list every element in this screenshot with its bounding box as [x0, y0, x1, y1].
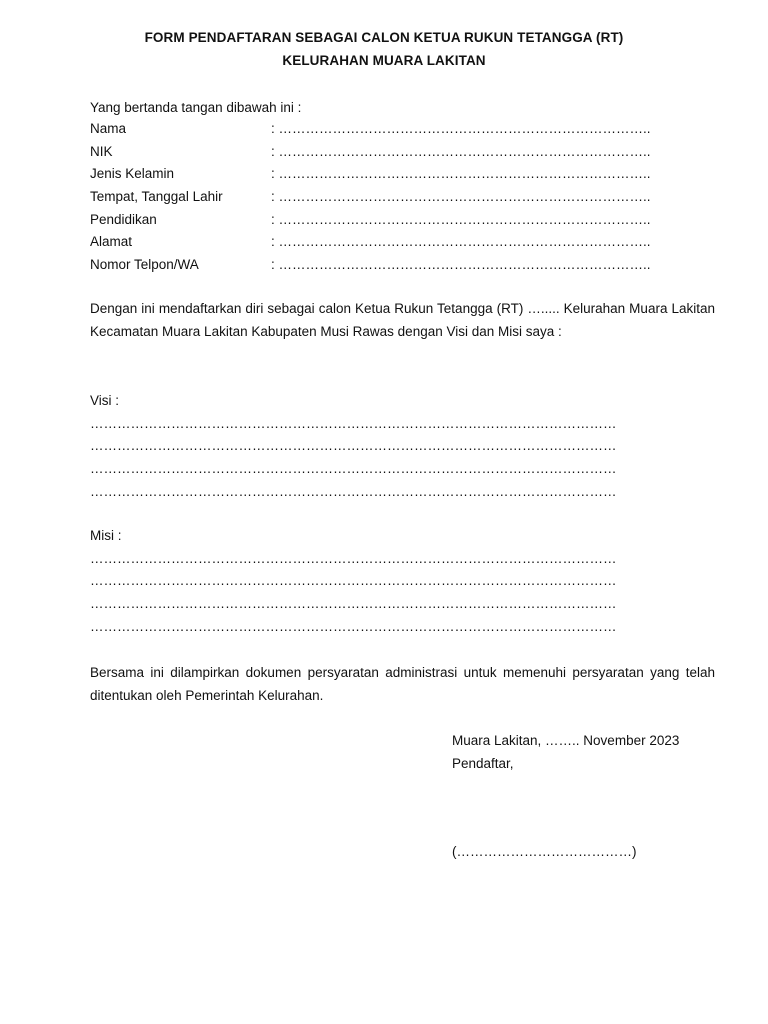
field-row-alamat: [90, 231, 715, 254]
field-label: Jenis Kelamin: [90, 166, 175, 182]
field-value: : ………………………………………………………………………..: [271, 257, 651, 273]
form-subtitle: KELURAHAN MUARA LAKITAN: [282, 53, 486, 68]
field-row-nomor-telpon: [90, 254, 715, 277]
signer-role: Pendaftar,: [452, 756, 514, 771]
misi-line: ………………………………………………………………………………………………………: [90, 573, 617, 589]
visi-line: ………………………………………………………………………………………………………: [90, 461, 617, 477]
field-value: : ………………………………………………………………………..: [271, 234, 651, 250]
misi-line: ………………………………………………………………………………………………………: [90, 596, 617, 612]
field-value: : ………………………………………………………………………..: [271, 143, 651, 159]
declaration-paragraph: Dengan ini mendaftarkan diri sebagai calon Ketua Rukun Tetangga (RT) …..... Kelurahan Muara Lakitan Kecamatan Muara Lakitan Kabupaten Musi Rawas dengan Visi dan Misi saya :: [90, 301, 715, 339]
misi-section: [90, 525, 715, 638]
misi-line: ………………………………………………………………………………………………………: [90, 618, 617, 634]
field-row-pendidikan: [90, 209, 715, 232]
form-title: FORM PENDAFTARAN SEBAGAI CALON KETUA RUKUN TETANGGA (RT): [144, 30, 624, 45]
signature-block: [452, 729, 732, 775]
closing-paragraph: Bersama ini dilampirkan dokumen persyaratan administrasi untuk memenuhi persyaratan yang telah ditentukan oleh Pemerintah Kelurahan.: [90, 665, 715, 703]
field-value: : ………………………………………………………………………..: [271, 211, 651, 227]
visi-line: ………………………………………………………………………………………………………: [90, 438, 617, 454]
field-value: : ………………………………………………………………………..: [271, 121, 651, 136]
intro-text: Yang bertanda tangan dibawah ini :: [90, 100, 302, 115]
field-label: Alamat: [90, 234, 133, 250]
misi-line: ………………………………………………………………………………………………………: [90, 550, 617, 566]
identity-fields: [90, 118, 715, 277]
field-value: : ………………………………………………………………………..: [271, 166, 651, 182]
field-label: NIK: [90, 143, 113, 159]
signer-name-placeholder: (…………………………………): [452, 844, 637, 859]
field-label: Tempat, Tanggal Lahir: [90, 189, 223, 205]
field-label: Pendidikan: [90, 211, 157, 227]
field-row-tempat-tanggal-lahir: [90, 186, 715, 209]
place-date: Muara Lakitan, …….. November 2023: [452, 733, 680, 748]
field-row-nama: [90, 118, 715, 141]
visi-section: [90, 390, 715, 503]
field-label: Nama: [90, 121, 127, 136]
visi-label: Visi :: [90, 393, 120, 408]
misi-label: Misi :: [90, 528, 122, 543]
field-row-jenis-kelamin: [90, 163, 715, 186]
visi-line: ………………………………………………………………………………………………………: [90, 415, 617, 431]
field-row-nik: [90, 141, 715, 164]
visi-line: ………………………………………………………………………………………………………: [90, 483, 617, 499]
field-label: Nomor Telpon/WA: [90, 257, 199, 273]
field-value: : ………………………………………………………………………..: [271, 189, 651, 205]
